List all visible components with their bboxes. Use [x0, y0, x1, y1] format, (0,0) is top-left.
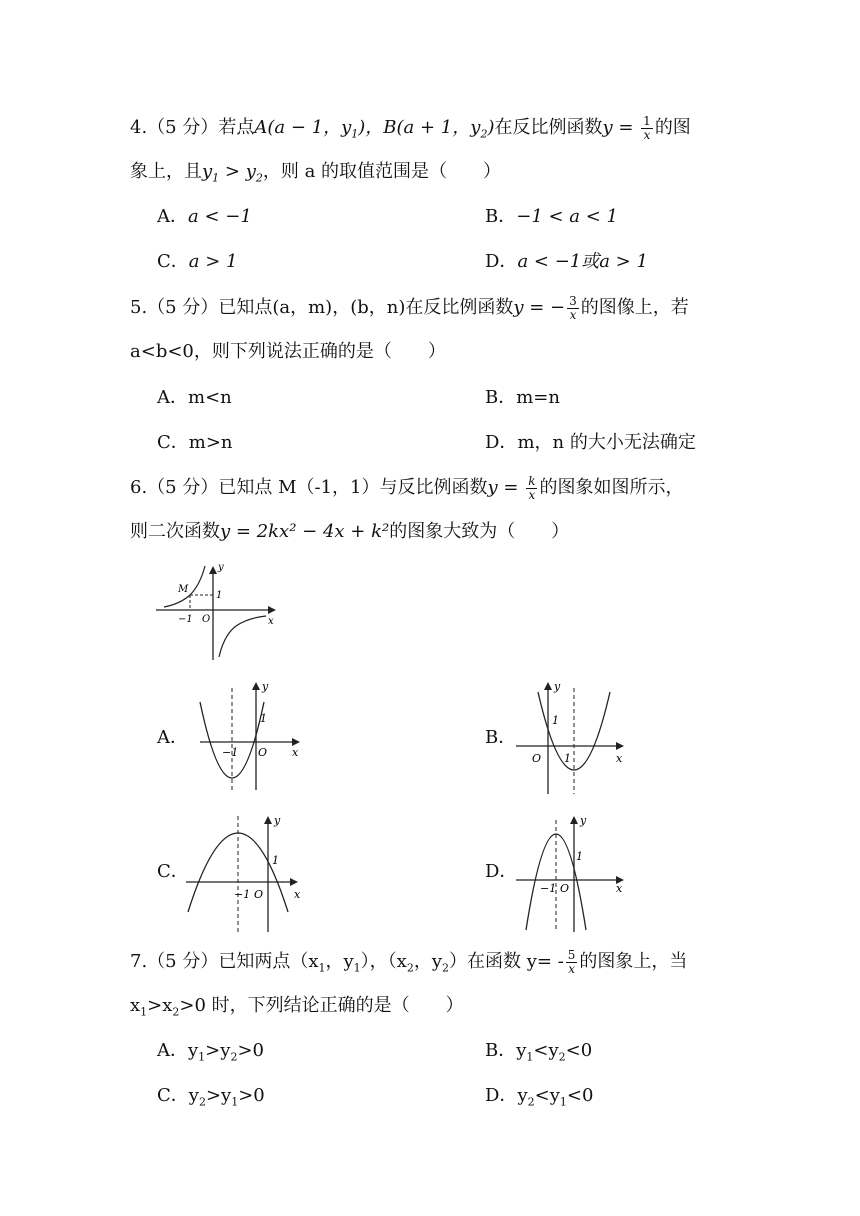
- svg-text:1: 1: [564, 752, 571, 765]
- svg-text:1: 1: [576, 850, 583, 863]
- q4-option-a[interactable]: A．a < −1: [157, 206, 252, 227]
- q5-function-lhs: y = −: [513, 297, 566, 318]
- q6-option-a[interactable]: A．: [157, 727, 188, 748]
- q4-stem-text2: 在反比例函数: [494, 117, 603, 138]
- q4-stem-line1: [130, 114, 691, 149]
- svg-text:1: 1: [552, 714, 559, 727]
- q4-option-b[interactable]: B．−1 < a < 1: [485, 206, 619, 227]
- svg-text:x: x: [294, 888, 301, 901]
- svg-text:x: x: [616, 752, 623, 765]
- q6-option-c[interactable]: C．: [157, 861, 189, 882]
- q5-option-b[interactable]: B．m=n: [485, 387, 560, 408]
- svg-text:1: 1: [260, 712, 267, 725]
- svg-text:O: O: [254, 888, 264, 901]
- q4-stem-text: 4.（5 分）若点: [130, 117, 255, 138]
- q5-option-d[interactable]: D．m，n 的大小无法确定: [485, 432, 696, 453]
- q4-stem-line2: 象上，且$y_1 > y_2$，则 a 的取值范围是（ ）: [130, 161, 502, 185]
- q6-reference-hyperbola-figure: [150, 560, 280, 665]
- q6-fraction: $\frac{k}{x}$: [528, 473, 536, 502]
- q7-option-d[interactable]: D．$y_2<y_1<0$: [485, 1085, 594, 1109]
- svg-text:y: y: [262, 680, 269, 693]
- point-m-label: M: [178, 584, 189, 595]
- q7-option-c[interactable]: C．$y_2>y_1>0$: [157, 1085, 265, 1109]
- q6-quadratic: y = 2kx² − 4x + k²: [220, 521, 390, 542]
- q5-fraction: $\frac{3}{x}$: [569, 293, 577, 322]
- q4-option-d[interactable]: D．a < −1或a > 1: [485, 251, 648, 272]
- svg-text:−1: −1: [234, 888, 251, 901]
- svg-text:y: y: [218, 562, 224, 573]
- q6-option-b-graph: [512, 678, 632, 798]
- hyperbola-branch-4: [219, 616, 266, 657]
- q5-option-a[interactable]: A．m<n: [157, 387, 232, 408]
- svg-text:O: O: [532, 752, 542, 765]
- svg-text:−1: −1: [222, 746, 239, 759]
- q6-option-d[interactable]: D．: [485, 861, 518, 882]
- svg-text:O: O: [202, 614, 211, 625]
- svg-text:x: x: [292, 746, 299, 759]
- svg-text:y: y: [580, 814, 587, 827]
- svg-text:O: O: [560, 882, 570, 895]
- q5-option-c[interactable]: C．m>n: [157, 432, 233, 453]
- q7-stem-line2: $x_1>x_2>0$ 时，下列结论正确的是（ ）: [130, 995, 464, 1019]
- q4-fraction: $\frac{1}{x}$: [643, 113, 651, 142]
- svg-text:x: x: [268, 616, 274, 627]
- q6-option-d-graph: [512, 812, 632, 934]
- svg-text:x: x: [616, 882, 623, 895]
- q7-option-b[interactable]: B．$y_1<y_2<0$: [485, 1040, 593, 1064]
- svg-text:−1: −1: [540, 882, 557, 895]
- q6-stem-line2: 则二次函数y = 2kx² − 4x + k²的图象大致为（ ）: [130, 521, 570, 542]
- q6-option-a-graph: [192, 678, 307, 796]
- svg-text:−1: −1: [178, 614, 193, 625]
- svg-text:y: y: [554, 680, 561, 693]
- svg-text:O: O: [258, 746, 268, 759]
- q7-stem-line1: 7.（5 分）已知两点（$x_1$，$y_1$），（$x_2$，$y_2$）在函数 y= - $\frac{5}{x}$ 的图象上，当: [130, 947, 688, 976]
- q6-option-b[interactable]: B．: [485, 727, 517, 748]
- q6-option-c-graph: [182, 812, 307, 934]
- q4-condition: $y_1 > y_2$: [202, 161, 263, 185]
- q6-stem-line1: 6.（5 分）已知点 M（-1，1）与反比例函数y = $\frac{k}{x}$ 的图象如图所示，: [130, 473, 684, 502]
- svg-text:1: 1: [272, 854, 279, 867]
- q4-point-b: B(a + 1，$y_2$): [383, 117, 495, 141]
- q5-stem-line2: a<b<0，则下列说法正确的是（ ）: [130, 341, 446, 362]
- y-axis-arrow: [209, 566, 217, 574]
- q4-option-c[interactable]: C．a > 1: [157, 251, 238, 272]
- q6-function-lhs: y =: [487, 477, 525, 498]
- x-axis-arrow: [268, 606, 276, 614]
- q7-option-a[interactable]: A．$y_1>y_2>0$: [157, 1040, 264, 1064]
- q4-point-a: A(a − 1，$y_1$)，: [254, 117, 384, 141]
- q4-stem-text3: 的图: [654, 117, 691, 138]
- q7-fraction: $\frac{5}{x}$: [567, 947, 576, 976]
- q5-stem-line1: 5.（5 分）已知点(a，m)，(b，n)在反比例函数y = − $\frac{3}{x}$ 的图像上，若: [130, 293, 689, 322]
- q4-function-lhs: y =: [602, 117, 640, 138]
- svg-text:1: 1: [216, 590, 223, 601]
- svg-text:y: y: [274, 814, 281, 827]
